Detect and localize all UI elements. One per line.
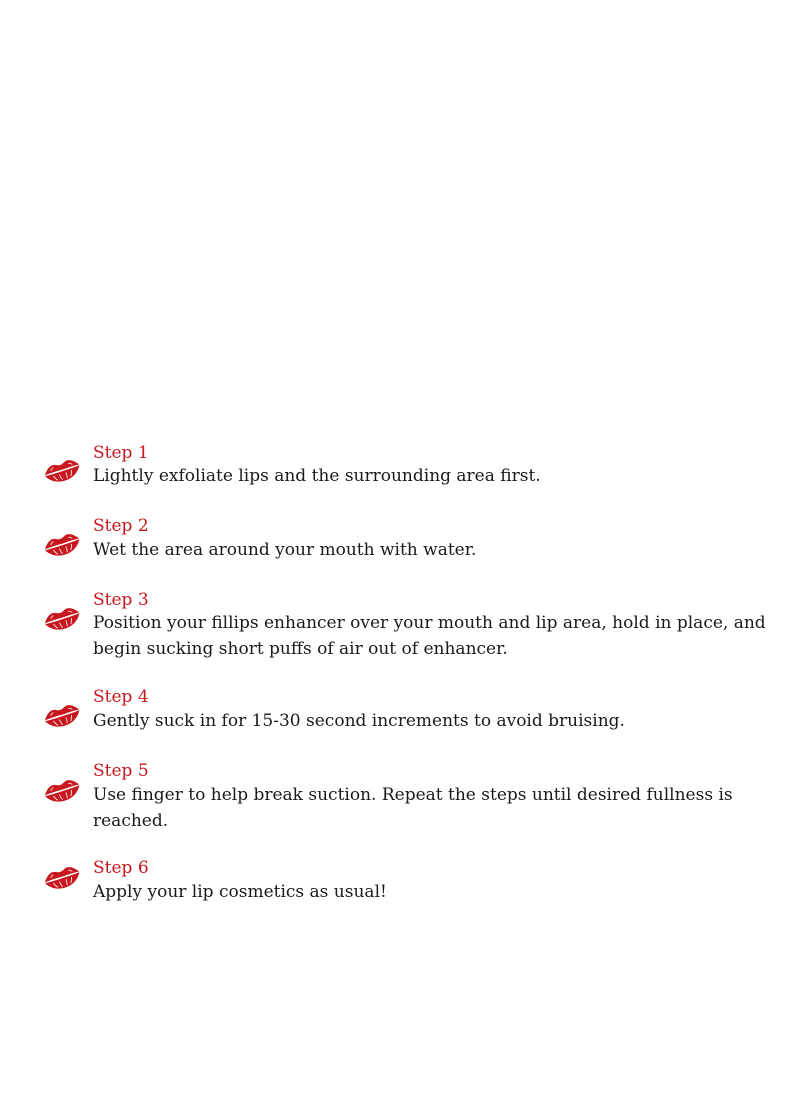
- step-title: Step 5: [93, 761, 149, 781]
- step-title: Step 3: [93, 590, 149, 610]
- lips-kiss-icon: [42, 455, 82, 485]
- step-text: Wet the area around your mouth with water.: [93, 540, 477, 560]
- lips-kiss-icon: [42, 603, 82, 633]
- step-text: Position your fillips enhancer over your mouth and lip area, hold in place, and begin sucking short puffs of air out of enhancer.: [93, 613, 766, 659]
- lips-kiss-icon: [42, 700, 82, 730]
- step-title: Step 1: [93, 443, 149, 463]
- step-text: Gently suck in for 15-30 second increments to avoid bruising.: [93, 711, 625, 731]
- lips-kiss-icon: [42, 775, 82, 805]
- step-title: Step 4: [93, 687, 149, 707]
- step-title: Step 2: [93, 516, 149, 536]
- step-text: Apply your lip cosmetics as usual!: [93, 882, 387, 902]
- lips-kiss-icon: [42, 529, 82, 559]
- lips-kiss-icon: [42, 862, 82, 892]
- step-title: Step 6: [93, 858, 149, 878]
- step-text: Lightly exfoliate lips and the surrounding area first.: [93, 466, 541, 486]
- step-text: Use finger to help break suction. Repeat the steps until desired fullness is reached.: [93, 785, 733, 831]
